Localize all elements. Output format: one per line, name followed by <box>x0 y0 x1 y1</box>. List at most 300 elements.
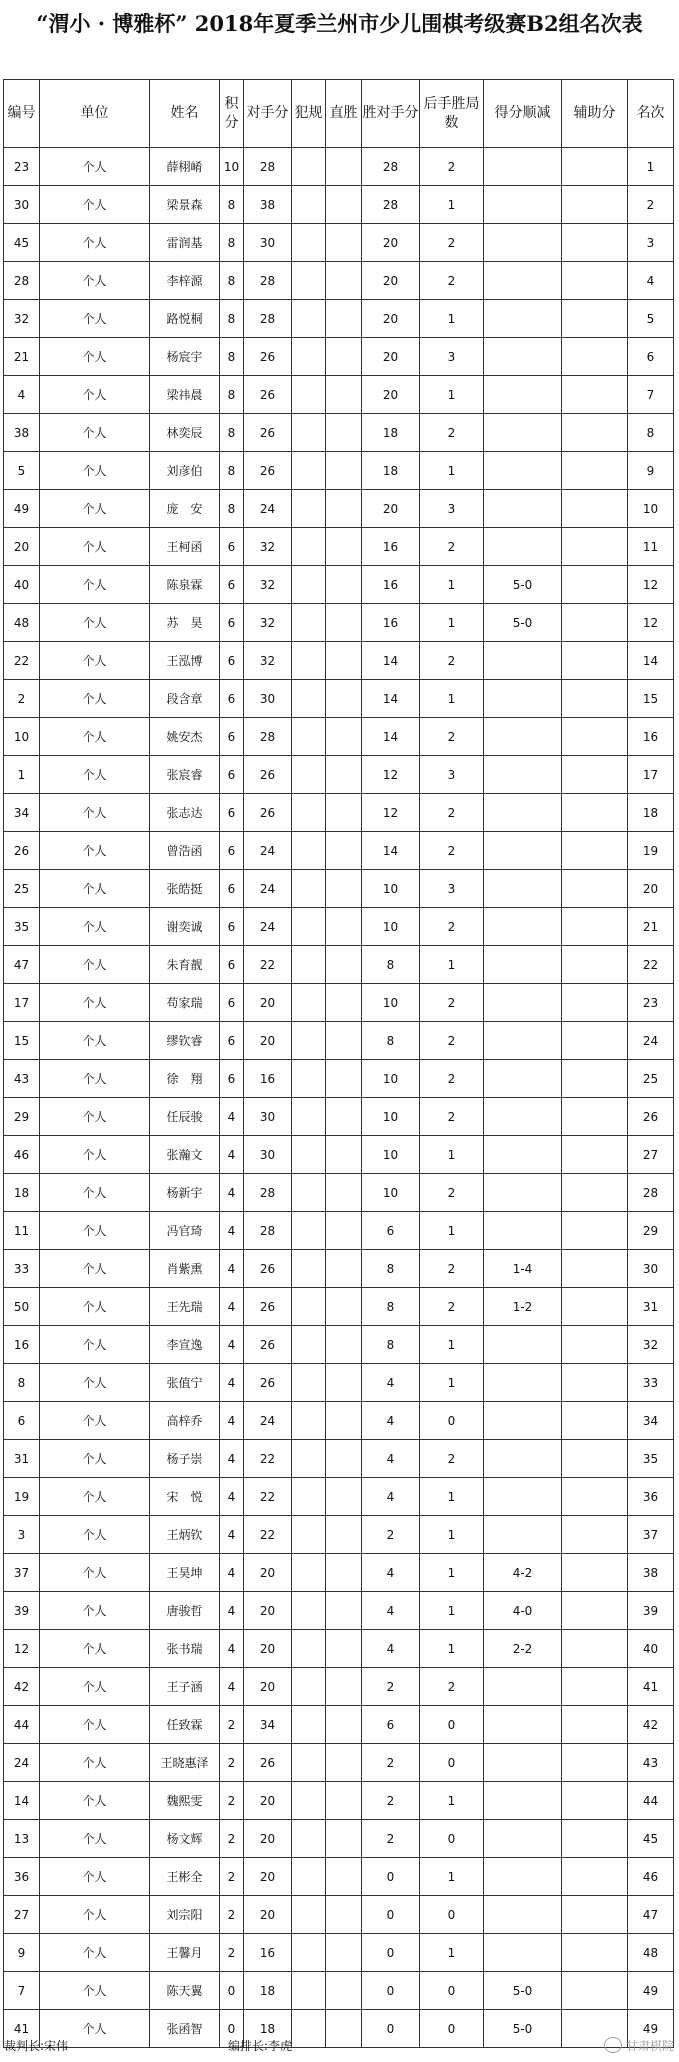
cell-aux-score <box>562 566 628 604</box>
cell-opp-score: 28 <box>244 148 292 186</box>
cell-win-opp-score: 4 <box>362 1592 420 1630</box>
cell-direct-win <box>326 1858 362 1896</box>
cell-name: 王彬全 <box>150 1858 220 1896</box>
cell-foul <box>292 1630 326 1668</box>
cell-id: 45 <box>4 224 40 262</box>
cell-id: 43 <box>4 1060 40 1098</box>
cell-rank: 25 <box>628 1060 674 1098</box>
cell-win-opp-score: 0 <box>362 1972 420 2010</box>
cell-id: 20 <box>4 528 40 566</box>
cell-opp-score: 24 <box>244 908 292 946</box>
footer <box>4 2034 674 2058</box>
cell-id: 37 <box>4 1554 40 1592</box>
cell-aux-score <box>562 1022 628 1060</box>
cell-second-wins: 2 <box>420 1022 484 1060</box>
cell-direct-win <box>326 1174 362 1212</box>
table-row <box>4 1478 674 1516</box>
cell-aux-score <box>562 224 628 262</box>
cell-name: 任辰骏 <box>150 1098 220 1136</box>
cell-id: 34 <box>4 794 40 832</box>
cell-foul <box>292 1174 326 1212</box>
cell-rank: 20 <box>628 870 674 908</box>
cell-id: 33 <box>4 1250 40 1288</box>
cell-rank: 34 <box>628 1402 674 1440</box>
cell-foul <box>292 1592 326 1630</box>
cell-score-reduction: 1-2 <box>484 1288 562 1326</box>
cell-name: 杨文辉 <box>150 1820 220 1858</box>
cell-direct-win <box>326 870 362 908</box>
cell-points: 6 <box>220 794 244 832</box>
cell-rank: 46 <box>628 1858 674 1896</box>
cell-id: 48 <box>4 604 40 642</box>
cell-rank: 2 <box>628 186 674 224</box>
cell-direct-win <box>326 1896 362 1934</box>
cell-direct-win <box>326 1478 362 1516</box>
cell-aux-score <box>562 1440 628 1478</box>
cell-rank: 18 <box>628 794 674 832</box>
table-row <box>4 1174 674 1212</box>
cell-second-wins: 2 <box>420 908 484 946</box>
cell-score-reduction <box>484 1326 562 1364</box>
table-row <box>4 414 674 452</box>
cell-win-opp-score: 14 <box>362 680 420 718</box>
editor-label: 编排长:李虎 <box>228 2039 293 2053</box>
cell-points: 6 <box>220 984 244 1022</box>
cell-opp-score: 22 <box>244 1440 292 1478</box>
cell-name: 曾浩函 <box>150 832 220 870</box>
cell-name: 庞 安 <box>150 490 220 528</box>
cell-id: 50 <box>4 1288 40 1326</box>
cell-rank: 5 <box>628 300 674 338</box>
cell-foul <box>292 1136 326 1174</box>
cell-opp-score: 24 <box>244 1402 292 1440</box>
cell-points: 6 <box>220 1060 244 1098</box>
cell-rank: 1 <box>628 148 674 186</box>
cell-aux-score <box>562 984 628 1022</box>
cell-opp-score: 26 <box>244 1288 292 1326</box>
cell-direct-win <box>326 604 362 642</box>
cell-aux-score <box>562 870 628 908</box>
cell-second-wins: 1 <box>420 1630 484 1668</box>
cell-unit: 个人 <box>40 1212 150 1250</box>
cell-name: 张皓挺 <box>150 870 220 908</box>
cell-foul <box>292 376 326 414</box>
cell-direct-win <box>326 1060 362 1098</box>
cell-score-reduction <box>484 1782 562 1820</box>
cell-rank: 27 <box>628 1136 674 1174</box>
cell-points: 0 <box>220 1972 244 2010</box>
cell-foul <box>292 1934 326 1972</box>
cell-aux-score <box>562 1782 628 1820</box>
cell-unit: 个人 <box>40 224 150 262</box>
cell-score-reduction <box>484 870 562 908</box>
cell-aux-score <box>562 1744 628 1782</box>
cell-score-reduction <box>484 338 562 376</box>
cell-foul <box>292 946 326 984</box>
cell-name: 李宣逸 <box>150 1326 220 1364</box>
cell-second-wins: 2 <box>420 148 484 186</box>
cell-aux-score <box>562 794 628 832</box>
cell-id: 21 <box>4 338 40 376</box>
cell-foul <box>292 1364 326 1402</box>
cell-rank: 10 <box>628 490 674 528</box>
cell-score-reduction <box>484 1668 562 1706</box>
cell-second-wins: 1 <box>420 1212 484 1250</box>
cell-rank: 44 <box>628 1782 674 1820</box>
cell-unit: 个人 <box>40 1858 150 1896</box>
cell-opp-score: 22 <box>244 946 292 984</box>
table-row <box>4 870 674 908</box>
cell-id: 6 <box>4 1402 40 1440</box>
cell-foul <box>292 186 326 224</box>
cell-direct-win <box>326 224 362 262</box>
cell-second-wins: 2 <box>420 984 484 1022</box>
cell-foul <box>292 1896 326 1934</box>
cell-second-wins: 2 <box>420 1174 484 1212</box>
cell-score-reduction: 5-0 <box>484 566 562 604</box>
cell-score-reduction <box>484 528 562 566</box>
cell-direct-win <box>326 1516 362 1554</box>
cell-name: 任致霖 <box>150 1706 220 1744</box>
cell-second-wins: 3 <box>420 756 484 794</box>
cell-direct-win <box>326 1820 362 1858</box>
cell-score-reduction: 5-0 <box>484 2010 562 2048</box>
cell-aux-score <box>562 908 628 946</box>
cell-direct-win <box>326 1592 362 1630</box>
table-row <box>4 1706 674 1744</box>
cell-opp-score: 20 <box>244 1022 292 1060</box>
wechat-icon <box>604 2037 622 2053</box>
cell-points: 6 <box>220 908 244 946</box>
cell-second-wins: 0 <box>420 1972 484 2010</box>
table-row <box>4 452 674 490</box>
cell-id: 17 <box>4 984 40 1022</box>
cell-unit: 个人 <box>40 604 150 642</box>
cell-unit: 个人 <box>40 1630 150 1668</box>
cell-id: 26 <box>4 832 40 870</box>
cell-points: 4 <box>220 1326 244 1364</box>
cell-points: 4 <box>220 1174 244 1212</box>
cell-foul <box>292 1212 326 1250</box>
cell-name: 王炳钦 <box>150 1516 220 1554</box>
cell-rank: 4 <box>628 262 674 300</box>
cell-rank: 40 <box>628 1630 674 1668</box>
cell-aux-score <box>562 1174 628 1212</box>
cell-second-wins: 1 <box>420 1478 484 1516</box>
cell-unit: 个人 <box>40 1364 150 1402</box>
cell-direct-win <box>326 1972 362 2010</box>
cell-score-reduction <box>484 1478 562 1516</box>
cell-foul <box>292 642 326 680</box>
cell-win-opp-score: 14 <box>362 832 420 870</box>
cell-opp-score: 26 <box>244 1364 292 1402</box>
cell-opp-score: 16 <box>244 1934 292 1972</box>
cell-opp-score: 30 <box>244 224 292 262</box>
cell-aux-score <box>562 376 628 414</box>
cell-direct-win <box>326 300 362 338</box>
cell-points: 10 <box>220 148 244 186</box>
cell-rank: 30 <box>628 1250 674 1288</box>
cell-score-reduction <box>484 490 562 528</box>
cell-direct-win <box>326 1630 362 1668</box>
cell-points: 8 <box>220 414 244 452</box>
cell-points: 8 <box>220 300 244 338</box>
cell-score-reduction <box>484 1060 562 1098</box>
cell-id: 38 <box>4 414 40 452</box>
cell-points: 4 <box>220 1478 244 1516</box>
cell-aux-score <box>562 1364 628 1402</box>
cell-rank: 15 <box>628 680 674 718</box>
cell-score-reduction <box>484 224 562 262</box>
cell-aux-score <box>562 1212 628 1250</box>
cell-aux-score <box>562 528 628 566</box>
cell-aux-score <box>562 300 628 338</box>
cell-score-reduction: 5-0 <box>484 1972 562 2010</box>
cell-aux-score <box>562 1136 628 1174</box>
cell-opp-score: 32 <box>244 604 292 642</box>
cell-opp-score: 28 <box>244 1212 292 1250</box>
cell-opp-score: 20 <box>244 1592 292 1630</box>
cell-opp-score: 18 <box>244 2010 292 2048</box>
cell-direct-win <box>326 756 362 794</box>
cell-win-opp-score: 10 <box>362 1098 420 1136</box>
cell-rank: 47 <box>628 1896 674 1934</box>
cell-win-opp-score: 8 <box>362 1250 420 1288</box>
cell-second-wins: 1 <box>420 566 484 604</box>
cell-name: 陈天翼 <box>150 1972 220 2010</box>
table-row <box>4 680 674 718</box>
column-header-opp-score: 对手分 <box>244 80 292 148</box>
cell-win-opp-score: 8 <box>362 1022 420 1060</box>
table-row <box>4 1098 674 1136</box>
cell-second-wins: 1 <box>420 1858 484 1896</box>
cell-unit: 个人 <box>40 1554 150 1592</box>
cell-foul <box>292 262 326 300</box>
cell-rank: 24 <box>628 1022 674 1060</box>
cell-win-opp-score: 12 <box>362 794 420 832</box>
cell-second-wins: 3 <box>420 490 484 528</box>
cell-name: 姚安杰 <box>150 718 220 756</box>
table-row <box>4 1440 674 1478</box>
cell-win-opp-score: 14 <box>362 718 420 756</box>
table-row <box>4 224 674 262</box>
cell-unit: 个人 <box>40 1022 150 1060</box>
cell-unit: 个人 <box>40 1934 150 1972</box>
cell-points: 2 <box>220 1896 244 1934</box>
cell-points: 6 <box>220 832 244 870</box>
cell-foul <box>292 718 326 756</box>
cell-id: 25 <box>4 870 40 908</box>
table-row <box>4 338 674 376</box>
cell-direct-win <box>326 1668 362 1706</box>
cell-name: 路悦桐 <box>150 300 220 338</box>
table-row <box>4 376 674 414</box>
cell-name: 朱育靓 <box>150 946 220 984</box>
cell-name: 苏 昊 <box>150 604 220 642</box>
cell-score-reduction <box>484 376 562 414</box>
cell-score-reduction: 4-2 <box>484 1554 562 1592</box>
cell-foul <box>292 1706 326 1744</box>
cell-opp-score: 26 <box>244 414 292 452</box>
cell-opp-score: 22 <box>244 1516 292 1554</box>
cell-score-reduction <box>484 452 562 490</box>
cell-points: 2 <box>220 1858 244 1896</box>
cell-score-reduction <box>484 148 562 186</box>
cell-name: 冯官琦 <box>150 1212 220 1250</box>
cell-opp-score: 26 <box>244 376 292 414</box>
cell-points: 8 <box>220 338 244 376</box>
cell-name: 段含章 <box>150 680 220 718</box>
cell-score-reduction <box>484 1820 562 1858</box>
cell-id: 24 <box>4 1744 40 1782</box>
cell-name: 王馨月 <box>150 1934 220 1972</box>
cell-points: 8 <box>220 186 244 224</box>
cell-id: 22 <box>4 642 40 680</box>
cell-win-opp-score: 18 <box>362 414 420 452</box>
cell-rank: 32 <box>628 1326 674 1364</box>
cell-win-opp-score: 2 <box>362 1782 420 1820</box>
cell-points: 4 <box>220 1250 244 1288</box>
cell-score-reduction <box>484 1706 562 1744</box>
cell-id: 31 <box>4 1440 40 1478</box>
column-header-unit: 单位 <box>40 80 150 148</box>
cell-opp-score: 24 <box>244 490 292 528</box>
cell-win-opp-score: 8 <box>362 1326 420 1364</box>
cell-points: 0 <box>220 2010 244 2048</box>
cell-score-reduction <box>484 832 562 870</box>
cell-opp-score: 20 <box>244 1554 292 1592</box>
cell-opp-score: 24 <box>244 832 292 870</box>
cell-foul <box>292 1326 326 1364</box>
cell-score-reduction <box>484 1136 562 1174</box>
cell-win-opp-score: 16 <box>362 604 420 642</box>
cell-second-wins: 2 <box>420 794 484 832</box>
cell-unit: 个人 <box>40 1820 150 1858</box>
cell-win-opp-score: 10 <box>362 1136 420 1174</box>
cell-name: 徐 翔 <box>150 1060 220 1098</box>
cell-score-reduction <box>484 414 562 452</box>
cell-second-wins: 1 <box>420 186 484 224</box>
cell-aux-score <box>562 338 628 376</box>
cell-rank: 26 <box>628 1098 674 1136</box>
cell-points: 6 <box>220 756 244 794</box>
cell-opp-score: 20 <box>244 984 292 1022</box>
cell-unit: 个人 <box>40 1288 150 1326</box>
cell-foul <box>292 414 326 452</box>
cell-win-opp-score: 4 <box>362 1630 420 1668</box>
column-header-id: 编号 <box>4 80 40 148</box>
table-row <box>4 946 674 984</box>
cell-second-wins: 0 <box>420 1706 484 1744</box>
cell-win-opp-score: 4 <box>362 1402 420 1440</box>
cell-name: 唐骏哲 <box>150 1592 220 1630</box>
cell-score-reduction <box>484 262 562 300</box>
cell-win-opp-score: 6 <box>362 1706 420 1744</box>
cell-id: 29 <box>4 1098 40 1136</box>
cell-direct-win <box>326 566 362 604</box>
table-row <box>4 756 674 794</box>
cell-direct-win <box>326 1022 362 1060</box>
cell-name: 雷润基 <box>150 224 220 262</box>
cell-foul <box>292 870 326 908</box>
table-row <box>4 1820 674 1858</box>
cell-foul <box>292 1060 326 1098</box>
cell-foul <box>292 1820 326 1858</box>
cell-direct-win <box>326 262 362 300</box>
cell-unit: 个人 <box>40 1326 150 1364</box>
cell-id: 23 <box>4 148 40 186</box>
column-header-rank: 名次 <box>628 80 674 148</box>
cell-id: 12 <box>4 1630 40 1668</box>
cell-win-opp-score: 18 <box>362 452 420 490</box>
cell-unit: 个人 <box>40 1174 150 1212</box>
table-row <box>4 148 674 186</box>
cell-points: 6 <box>220 642 244 680</box>
cell-unit: 个人 <box>40 1516 150 1554</box>
cell-points: 6 <box>220 680 244 718</box>
cell-aux-score <box>562 414 628 452</box>
cell-unit: 个人 <box>40 1782 150 1820</box>
cell-foul <box>292 1668 326 1706</box>
cell-score-reduction <box>484 1516 562 1554</box>
cell-aux-score <box>562 1478 628 1516</box>
cell-foul <box>292 680 326 718</box>
cell-second-wins: 1 <box>420 604 484 642</box>
table-row <box>4 1972 674 2010</box>
cell-name: 王子涵 <box>150 1668 220 1706</box>
cell-foul <box>292 908 326 946</box>
cell-opp-score: 26 <box>244 756 292 794</box>
cell-score-reduction: 2-2 <box>484 1630 562 1668</box>
cell-unit: 个人 <box>40 148 150 186</box>
cell-second-wins: 1 <box>420 1554 484 1592</box>
cell-opp-score: 22 <box>244 1478 292 1516</box>
cell-score-reduction <box>484 642 562 680</box>
cell-opp-score: 20 <box>244 1630 292 1668</box>
cell-win-opp-score: 28 <box>362 148 420 186</box>
cell-aux-score <box>562 1592 628 1630</box>
cell-foul <box>292 1250 326 1288</box>
cell-unit: 个人 <box>40 452 150 490</box>
cell-foul <box>292 1402 326 1440</box>
cell-rank: 42 <box>628 1706 674 1744</box>
cell-id: 19 <box>4 1478 40 1516</box>
cell-win-opp-score: 4 <box>362 1440 420 1478</box>
cell-direct-win <box>326 832 362 870</box>
cell-opp-score: 30 <box>244 680 292 718</box>
table-row <box>4 528 674 566</box>
cell-name: 王泓博 <box>150 642 220 680</box>
cell-opp-score: 30 <box>244 1136 292 1174</box>
table-row <box>4 794 674 832</box>
cell-win-opp-score: 8 <box>362 946 420 984</box>
cell-id: 47 <box>4 946 40 984</box>
cell-win-opp-score: 12 <box>362 756 420 794</box>
cell-name: 王昊坤 <box>150 1554 220 1592</box>
cell-win-opp-score: 10 <box>362 908 420 946</box>
cell-win-opp-score: 20 <box>362 490 420 528</box>
cell-points: 4 <box>220 1364 244 1402</box>
cell-second-wins: 2 <box>420 1668 484 1706</box>
cell-points: 6 <box>220 604 244 642</box>
cell-id: 16 <box>4 1326 40 1364</box>
cell-rank: 12 <box>628 566 674 604</box>
cell-name: 薛栩崤 <box>150 148 220 186</box>
cell-id: 2 <box>4 680 40 718</box>
cell-name: 王晓惠泽 <box>150 1744 220 1782</box>
cell-direct-win <box>326 1288 362 1326</box>
cell-unit: 个人 <box>40 756 150 794</box>
